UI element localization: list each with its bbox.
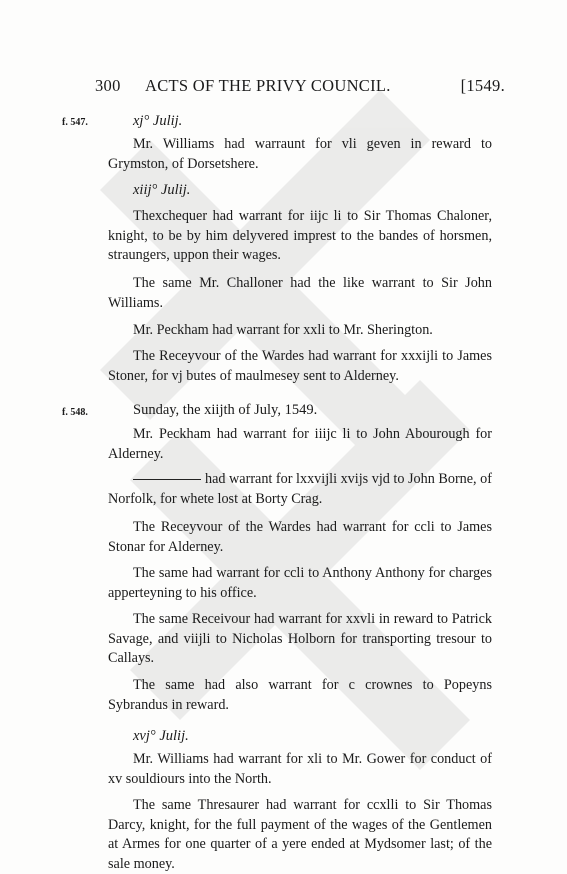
page-number: 300: [95, 76, 121, 95]
entry-paragraph: Thexchequer had warrant for iijc li to Sir Thomas Chaloner, knight, to be by him delyvered imprest to the bandes of horsmen, straungers, uppon their wages.: [108, 208, 492, 263]
entry-text: had warrant for lxxvijli xvijs vjd to John Borne, of Norfolk, for whete lost at Borty Crag.: [108, 471, 492, 507]
folio-marker: f. 548.: [62, 407, 88, 418]
entry-paragraph: The same Mr. Challoner had the like warrant to Sir John Williams.: [108, 275, 492, 311]
header-title: ACTS OF THE PRIVY COUNCIL.: [145, 76, 391, 95]
entry-paragraph: The Receyvour of the Wardes had warrant for ccli to James Stonar for Alderney.: [108, 519, 492, 555]
entry-date: xiij° Julij.: [133, 182, 191, 198]
entry-paragraph: Mr. Williams had warraunt for vli geven in reward to Grymston, of Dorsetshere.: [108, 136, 492, 172]
omitted-name-dash: [133, 479, 201, 480]
entry-paragraph: [108, 470, 492, 509]
entry-paragraph: The Receyvour of the Wardes had warrant for xxxijli to James Stoner, for vj butes of maulmesey sent to Alderney.: [108, 348, 492, 384]
folio-marker: f. 547.: [62, 117, 88, 128]
entry-paragraph: Mr. Williams had warrant for xli to Mr. Gower for conduct of xv souldiours into the North.: [108, 751, 492, 787]
entry-date: xj° Julij.: [133, 113, 183, 129]
entry-paragraph: The same Thresaurer had warrant for ccxlli to Sir Thomas Darcy, knight, for the full payment of the wages of the Gentlemen at Armes for one quarter of a yere ended at Mydsomer last; of the sale money.: [108, 797, 492, 872]
entry-date: Sunday, the xiijth of July, 1549.: [133, 402, 318, 418]
entry-paragraph: The same had also warrant for c crownes to Popeyns Sybrandus in reward.: [108, 677, 492, 713]
entry-paragraph: The same had warrant for ccli to Anthony Anthony for charges apperteyning to his office.: [108, 565, 492, 601]
entry-paragraph: Mr. Peckham had warrant for iiijc li to John Abourough for Alderney.: [108, 426, 492, 462]
entry-paragraph: Mr. Peckham had warrant for xxli to Mr. Sherington.: [133, 322, 433, 338]
entry-paragraph: The same Receivour had warrant for xxvli in reward to Patrick Savage, and viijli to Nicholas Holborn for transporting tresour to Callays.: [108, 611, 492, 666]
running-header: [95, 76, 505, 98]
entry-date: xvj° Julij.: [133, 728, 189, 744]
header-year: [1549.: [460, 76, 505, 95]
